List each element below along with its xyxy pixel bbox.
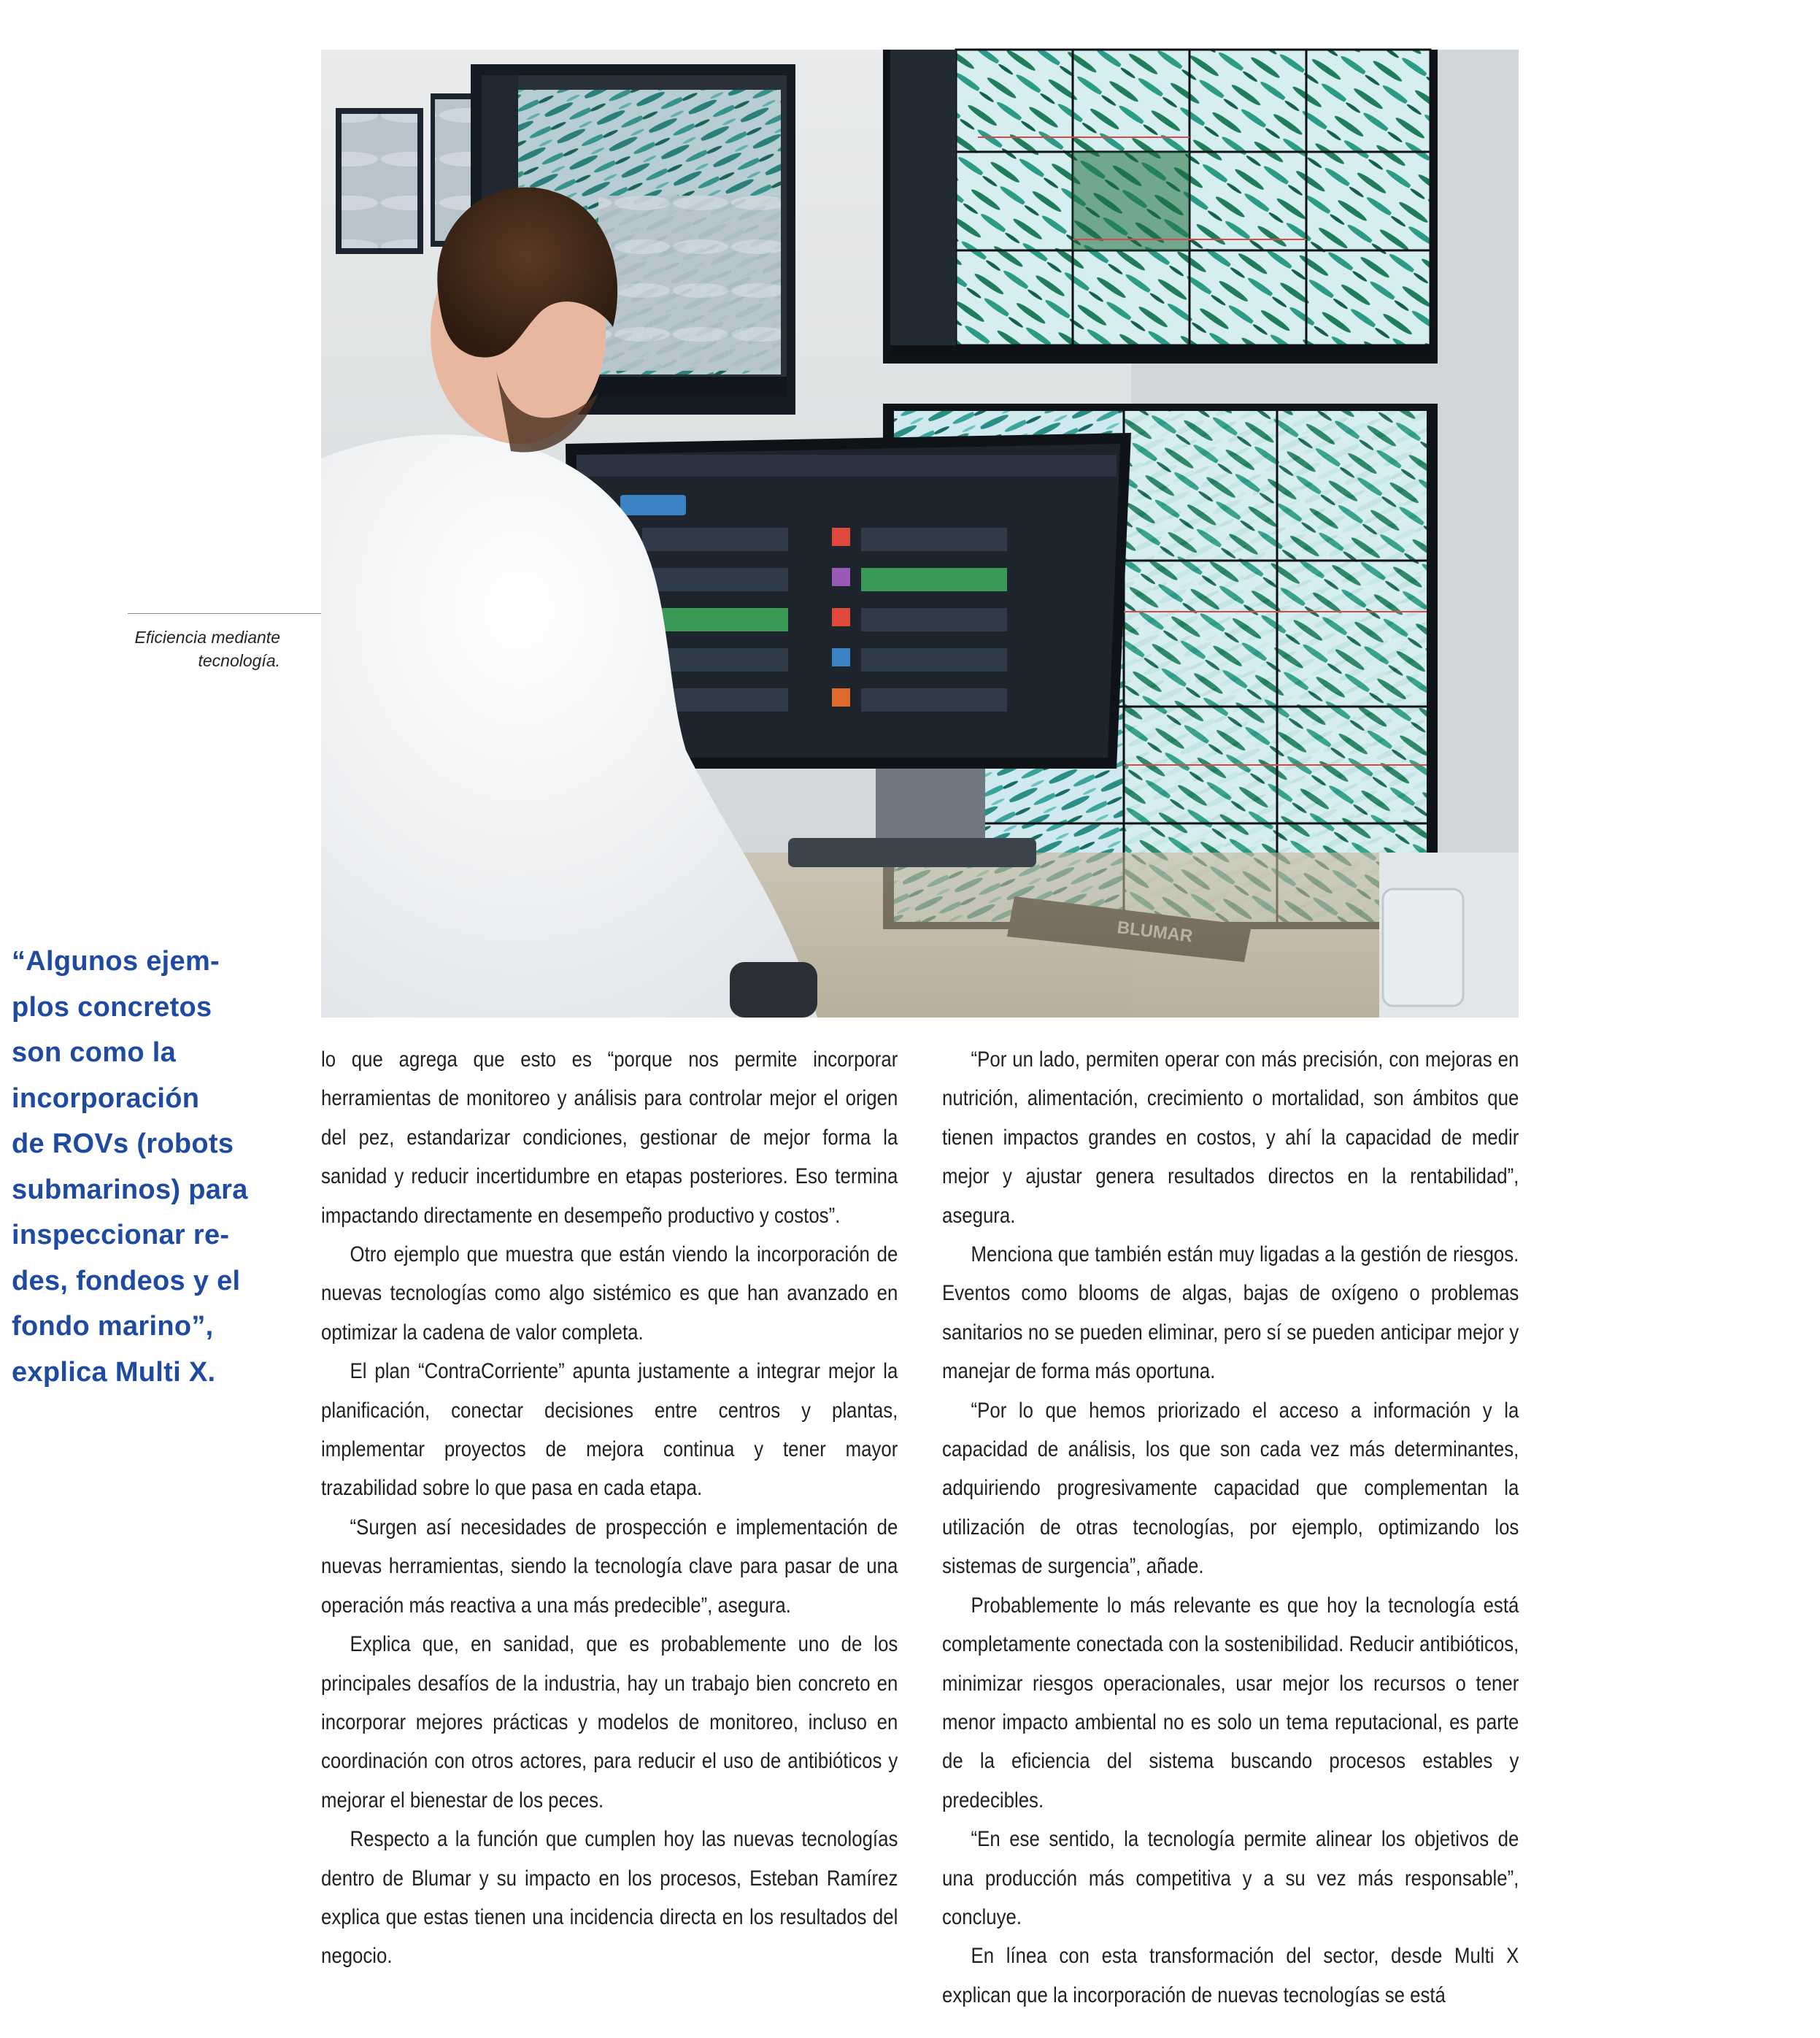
- pull-quote-line: inspeccionar re-: [12, 1220, 230, 1250]
- pull-quote: [12, 939, 289, 1395]
- photo-credit: Fotografía: Blumar.: [1799, 207, 1816, 337]
- paragraph: Menciona que también están muy ligadas a la gestión de riesgos. Eventos como blooms de algas, bajas de oxígeno o problemas sanitarios no se pueden eliminar, pero sí se pueden anticipar mejor y manejar de forma más oportuna.: [942, 1242, 1519, 1384]
- pull-quote-line: explica Multi X.: [12, 1356, 216, 1388]
- pull-quote-line: “Algunos ejem-: [12, 946, 220, 977]
- photo-illustration: [321, 50, 1519, 1018]
- caption-rule: [128, 613, 321, 614]
- paragraph: lo que agrega que esto es “porque nos permite incorporar herramientas de monitoreo y análisis para controlar mejor el origen del pez, estandarizar condiciones, gestionar de mejor forma la sanidad y reducir incertidumbre en etapas posteriores. Eso termina impactando directamente en desempeño productivo y costos”.: [321, 1047, 898, 1228]
- pull-quote-line: des, fondeos y el: [12, 1265, 241, 1296]
- paragraph: “En ese sentido, la tecnología permite alinear los objetivos de una producción más competitiva y a su vez más responsable”, concluye.: [942, 1827, 1519, 1929]
- pull-quote-line: incorporación: [12, 1083, 200, 1114]
- paragraph: “Por lo que hemos priorizado el acceso a información y la capacidad de análisis, los que son cada vez más determinantes, adquiriendo progresivamente capacidad que complementan la utilización de otras tecnologías, por ejemplo, optimizando los sistemas de surgencia”, añade.: [942, 1398, 1519, 1579]
- paragraph: Probablemente lo más relevante es que hoy la tecnología está completamente conectada con la sostenibilidad. Reducir antibióticos, minimizar riesgos operacionales, usar mejor los recursos o tener menor impacto ambiental no es solo un tema reputacional, es parte de la eficiencia del sistema buscando procesos estables y predecibles.: [942, 1593, 1519, 1812]
- pull-quote-line: de ROVs (robots: [12, 1128, 234, 1159]
- right-column: [942, 1040, 1519, 2015]
- paragraph: Respecto a la función que cumplen hoy las nuevas tecnologías dentro de Blumar y su impacto en los procesos, Esteban Ramírez explica que estas tienen una incidencia directa en los resultados del negocio.: [321, 1827, 898, 1969]
- paragraph: Explica que, en sanidad, que es probablemente uno de los principales desafíos de la industria, hay un trabajo bien concreto en incorporar mejores prácticas y modelos de monitoreo, incluso en coordinación con otros actores, para reducir el uso de antibióticos y mejorar el bienestar de los peces.: [321, 1632, 898, 1812]
- left-column: [321, 1040, 898, 1976]
- paragraph: El plan “ContraCorriente” apunta justamente a integrar mejor la planificación, conectar decisiones entre centros y plantas, implementar proyectos de mejora continua y tener mayor trazabilidad sobre lo que pasa en cada etapa.: [321, 1359, 898, 1501]
- pull-quote-line: son como la: [12, 1037, 177, 1068]
- article-photo: [321, 50, 1816, 1018]
- paragraph: “Por un lado, permiten operar con más precisión, con mejoras en nutrición, alimentación, crecimiento o mortalidad, son ámbitos que tienen impactos grandes en costos, y ahí la capacidad de medir mejor y ajustar genera resultados directos en la rentabilidad”, asegura.: [942, 1047, 1519, 1228]
- pull-quote-line: fondo marino”,: [12, 1311, 214, 1342]
- paragraph: Otro ejemplo que muestra que están viendo la incorporación de nuevas tecnologías como algo sistémico es que han avanzado en optimizar la cadena de valor completa.: [321, 1242, 898, 1345]
- paragraph: “Surgen así necesidades de prospección e implementación de nuevas herramientas, siendo la tecnología clave para pasar de una operación más reactiva a una más predecible”, asegura.: [321, 1515, 898, 1618]
- pull-quote-line: plos concretos: [12, 991, 212, 1023]
- paragraph: En línea con esta transformación del sector, desde Multi X explican que la incorporación de nuevas tecnologías se está: [942, 1944, 1519, 2007]
- pull-quote-line: submarinos) para: [12, 1174, 248, 1205]
- photo-caption: Eficiencia mediante tecnología.: [134, 628, 280, 670]
